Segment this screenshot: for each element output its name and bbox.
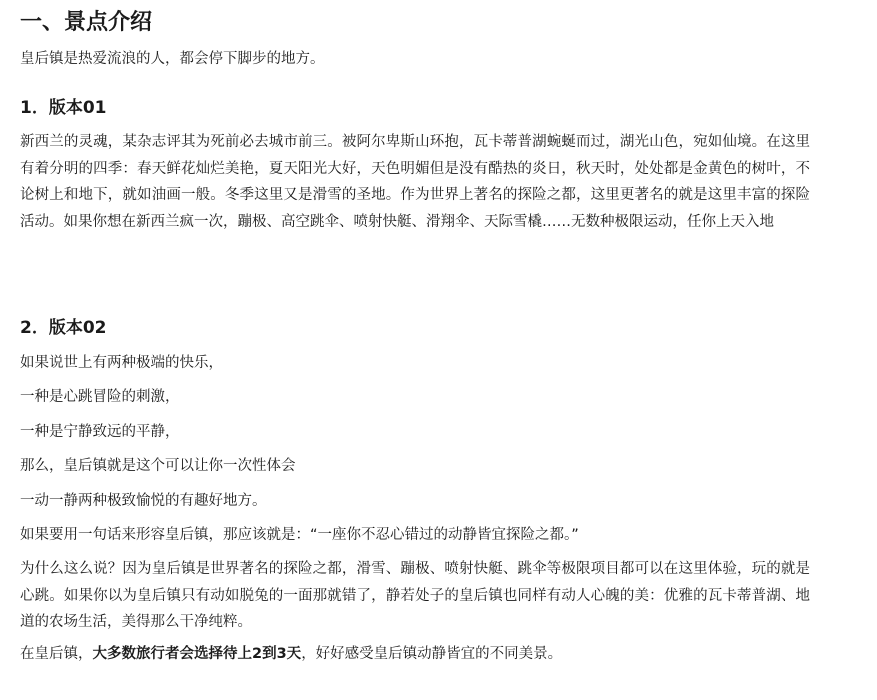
final-suffix: ，好好感受皇后镇动静皆宜的不同美景。 xyxy=(301,646,563,662)
final-prefix: 在皇后镇， xyxy=(20,646,93,662)
section-title: 一、景点介绍 xyxy=(20,10,153,35)
version-02-line: 一种是宁静致远的平静， xyxy=(20,424,180,440)
version-02-line: 那么，皇后镇就是这个可以让你一次性体会 xyxy=(20,458,296,474)
version-01-body: 新西兰的灵魂，某杂志评其为死前必去城市前三。被阿尔卑斯山环抱，瓦卡蒂普湖蜿蜒而过，湖光山色，宛如仙境。在这里有着分明的四季：春天鲜花灿烂美艳，夏天阳光大好，天色明媚但是没有酷热的炎日，秋天时，处处都是金黄色的树叶，不论树上和地下，就如油画一般。冬季这里又是滑雪的圣地。作为世界上著名的探险之都，这里更著名的就是这里丰富的探险活动。如果你想在新西兰疯一次，蹦极、高空跳伞、喷射快艇、滑翔伞、天际雪橇……无数种极限运动，任你上天入地 xyxy=(20,134,810,230)
version-02-line: 如果说世上有两种极端的快乐， xyxy=(20,355,223,371)
intro-text: 皇后镇是热爱流浪的人，都会停下脚步的地方。 xyxy=(20,51,325,67)
version-02-why-paragraph: 为什么这么说？因为皇后镇是世界著名的探险之都，滑雪、蹦极、喷射快艇、跳伞等极限项目都可以在这里体验，玩的就是心跳。如果你以为皇后镇只有动如脱兔的一面那就错了，静若处子的皇后镇也同样有动人心魄的美：优雅的瓦卡蒂普湖、地道的农场生活，美得那么干净纯粹。 xyxy=(20,561,810,630)
version-02-final-line xyxy=(20,643,562,665)
version-01-heading: 1．版本01 xyxy=(20,98,107,118)
version-02-line: 一种是心跳冒险的刺激， xyxy=(20,389,180,405)
version-02-heading: 2．版本02 xyxy=(20,318,107,338)
version-02-quote-line: 如果要用一句话来形容皇后镇，那应该就是：“一座你不忍心错过的动静皆宜探险之都。” xyxy=(20,527,579,543)
version-02-line: 一动一静两种极致愉悦的有趣好地方。 xyxy=(20,493,267,509)
final-highlight: 大多数旅行者会选择待上2到3天 xyxy=(92,646,302,662)
